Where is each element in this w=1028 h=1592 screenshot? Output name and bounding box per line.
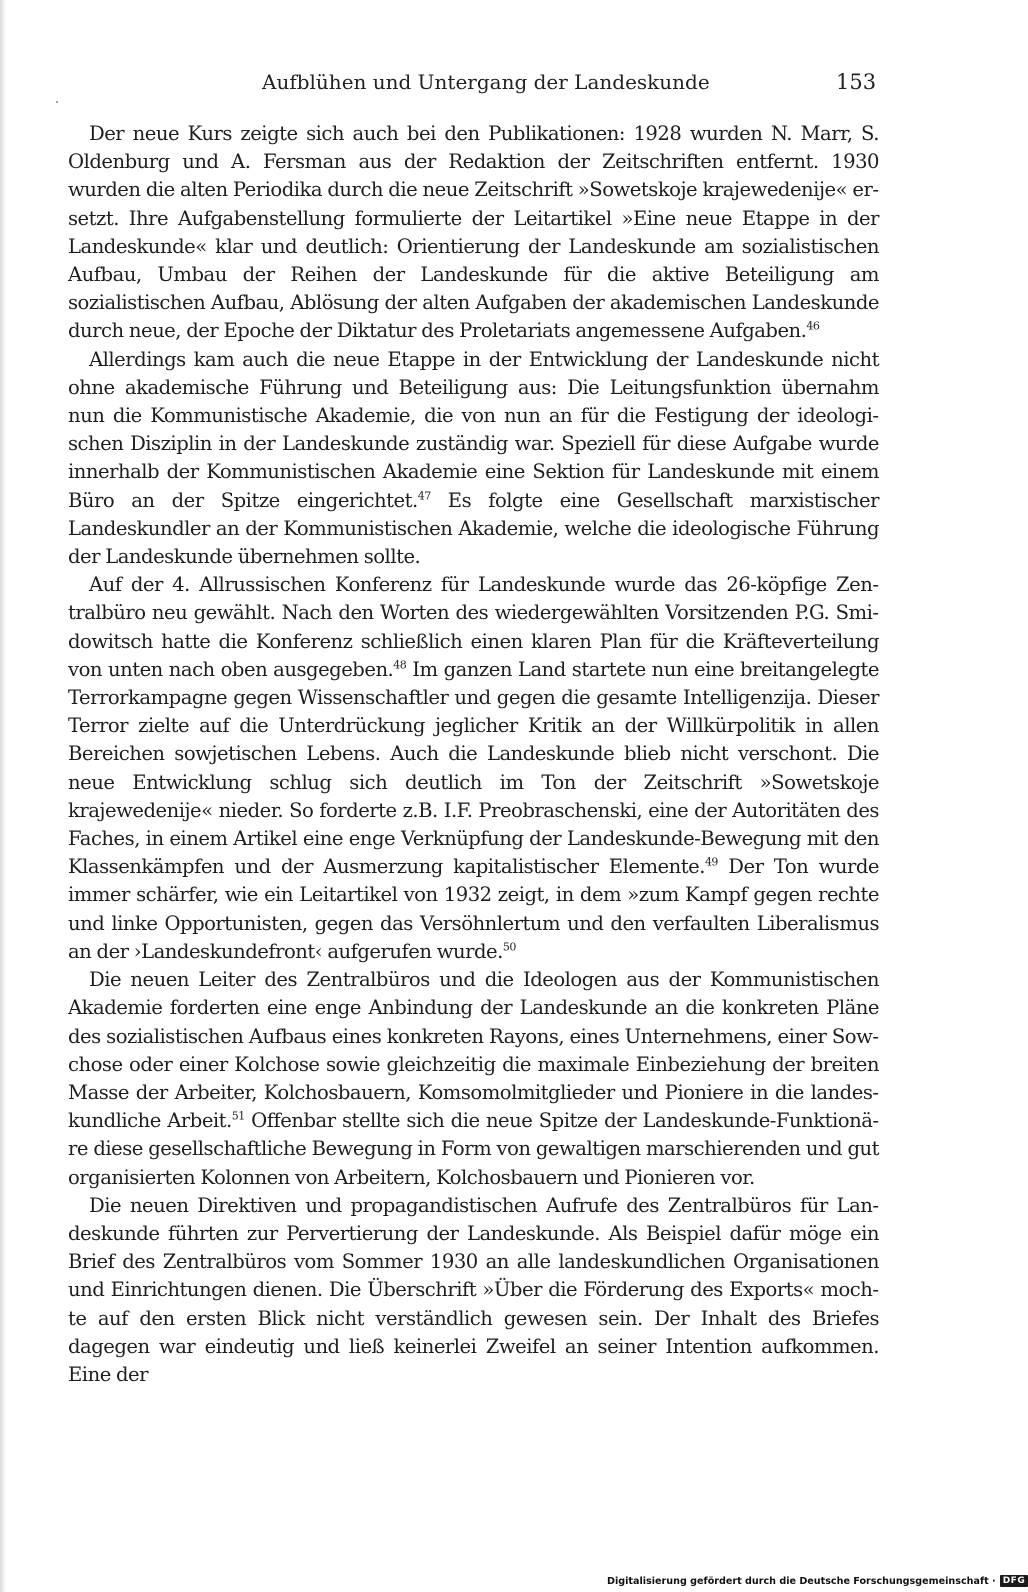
body-text	[68, 120, 879, 1389]
paragraph-4	[68, 966, 879, 1192]
paragraph-text: Die neuen Direktiven und propagandistischen Aufrufe des Zentralbüros für Landeskunde führten zur Pervertierung der Landeskunde. Als Beispiel dafür möge ein Brief des Zentralbüros vom Sommer 1930 an alle landeskundlichen Organisationen und Einrichtungen dienen. Die Überschrift »Über die Förderung des Exports« mochte auf den ersten Blick nicht verständlich gewesen sein. Der Inhalt des Briefes dagegen war eindeutig und ließ keinerlei Zweifel an seiner Intention aufkommen. Eine der	[68, 1193, 879, 1386]
footnote-ref: 47	[417, 489, 431, 503]
footnote-ref: 51	[231, 1109, 245, 1123]
footnote-ref: 46	[806, 319, 820, 333]
page-number: 153	[836, 70, 877, 94]
paragraph-1	[68, 120, 879, 346]
footnote-ref: 48	[393, 658, 407, 672]
paragraph-text: Im ganzen Land startete nun eine breitangelegte Terrorkampagne gegen Wissenschaftler und gegen die gesamte Intelligenzija. Dieser Terror zielte auf die Unterdrückung jeglicher Kritik an der Willkürpolitik in allen Bereichen sowjetischen Lebens. Auch die Landeskunde blieb nicht verschont. Die neue Entwicklung schlug sich deutlich im Ton der Zeitschrift »Sowetskoje krajewedenije« nieder. So forderte z.B. I.F. Preobraschenski, eine der Autoritäten des Faches, in einem Artikel eine enge Verknüpfung der Landeskunde-Bewegung mit den Klassenkämpfen und der Ausmerzung kapitalistischer Elemente.	[68, 657, 879, 879]
paragraph-text: Es folgte eine Gesellschaft marxistischer Landeskundler an der Kommunistischen Akademie, welche die ideologische Führung der Landeskunde übernehmen sollte.	[68, 488, 880, 569]
footnote-ref: 49	[704, 855, 718, 869]
paragraph-text: Der Ton wurde immer schärfer, wie ein Leitartikel von 1932 zeigt, in dem »zum Kampf gegen rechte und linke Opportunisten, gegen das Versöhnlertum und den verfaulten Liberalismus an der ›Landeskundefront‹ aufgerufen wurde.	[68, 855, 879, 963]
paragraph-2	[68, 346, 879, 572]
paragraph-text: Der neue Kurs zeigte sich auch bei den Publikationen: 1928 wurden N. Marr, S. Oldenburg und A. Fersman aus der Redaktion der Zeitschriften entfernt. 1930 wurden die alten Periodika durch die neue Zeitschrift »Sowetskoje krajewedenije« ersetzt. Ihre Aufgabenstellung formulierte der Leitartikel »Eine neue Etappe in der Landeskunde« klar und deutlich: Orientierung der Landeskunde am sozialistischen Aufbau, Umbau der Reihen der Landeskunde für die aktive Beteiligung am sozialistischen Aufbau, Ablösung der alten Aufgaben der akademischen Landeskunde durch neue, der Epoche der Diktatur des Proletariats angemessene Aufgaben.	[68, 122, 879, 343]
paragraph-text: Auf der 4. Allrussischen Konferenz für Landeskunde wurde das 26-köpfige Zentralbüro neu gewählt. Nach den Worten des wiedergewählten Vorsitzenden P.G. Smidowitsch hatte die Konferenz schließlich einen klaren Plan für die Kräfteverteilung von unten nach oben ausgegeben.	[68, 573, 879, 681]
page-gutter-shadow	[0, 0, 6, 1592]
paragraph-text: Allerdings kam auch die neue Etappe in der Entwicklung der Landeskunde nicht ohne akademische Führung und Beteiligung aus: Die Leitungsfunktion übernahm nun die Kommunistische Akademie, die von nun an für die Festigung der ideologischen Disziplin in der Landeskunde zuständig war. Speziell für diese Aufgabe wurde innerhalb der Kommunistischen Akademie eine Sektion für Landeskunde mit einem Büro an der Spitze eingerichtet.	[68, 347, 879, 512]
paragraph-text: Die neuen Leiter des Zentralbüros und die Ideologen aus der Kommunistischen Akademie forderten eine enge Anbindung der Landeskunde an die konkreten Pläne des sozialistischen Aufbaus eines konkreten Rayons, eines Unternehmens, einer Sowchose oder einer Kolchose sowie gleichzeitig die maximale Einbeziehung der breiten Masse der Arbeiter, Kolchosbauern, Komsomolmitglieder und Pioniere in die landeskundliche Arbeit.	[68, 968, 879, 1133]
footnote-ref: 50	[502, 940, 516, 954]
paragraph-5	[68, 1192, 879, 1389]
credit-text: Digitalisierung gefördert durch die Deutsche Forschungsgemeinschaft ·	[607, 1575, 996, 1587]
running-head: Aufblühen und Untergang der Landeskunde	[262, 70, 710, 94]
digitization-credit	[607, 1573, 1028, 1589]
dfg-logo-icon: DFG	[1000, 1575, 1028, 1587]
paragraph-text: Offenbar stellte sich die neue Spitze der Landeskunde-Funktionäre diese gesellschaftliche Bewegung in Form von gewaltigen marschierenden und gut organisierten Kolonnen von Arbeitern, Kolchosbauern und Pionieren vor.	[68, 1109, 879, 1189]
paragraph-3	[68, 571, 879, 966]
scan-speck	[56, 101, 58, 103]
